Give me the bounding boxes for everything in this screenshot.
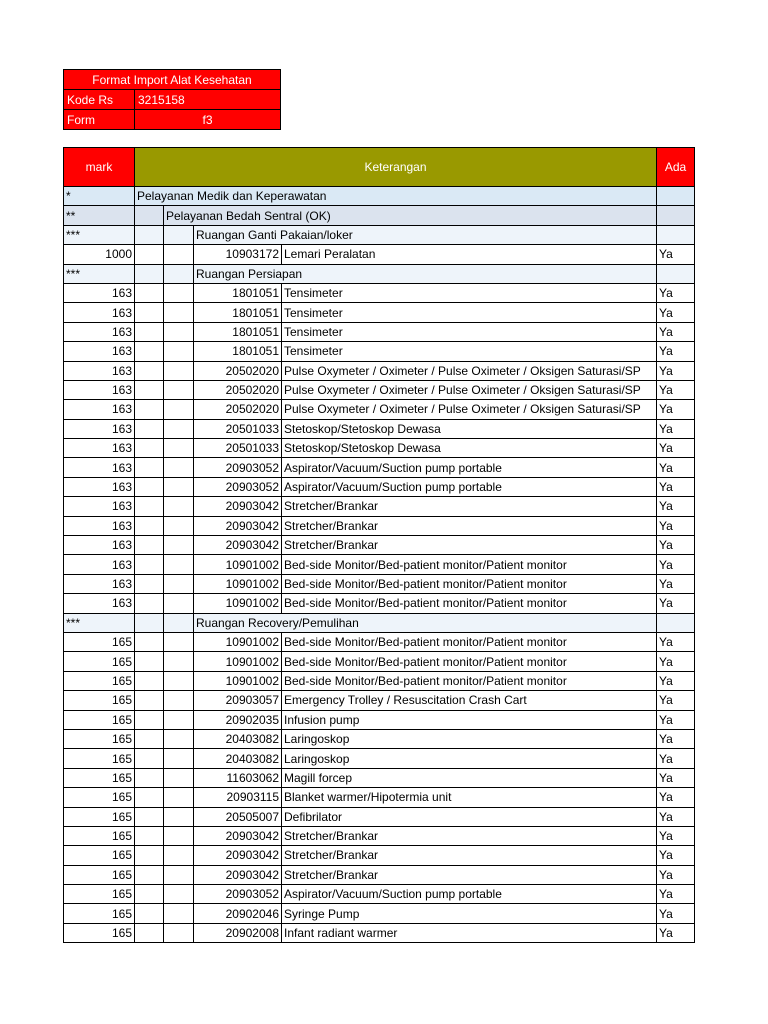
item-name-cell[interactable]: Tensimeter xyxy=(282,342,657,361)
mark-cell[interactable]: 165 xyxy=(64,749,135,768)
indent-cell[interactable] xyxy=(135,904,164,923)
import-header-block xyxy=(63,69,281,130)
item-code-cell[interactable]: 20903057 xyxy=(194,691,282,710)
indent-cell[interactable] xyxy=(135,458,164,477)
ada-cell[interactable] xyxy=(657,187,695,206)
item-name-cell[interactable]: Stetoskop/Stetoskop Dewasa xyxy=(282,419,657,438)
table-row[interactable] xyxy=(64,400,695,419)
item-name-cell[interactable]: Pulse Oxymeter / Oximeter / Pulse Oximeter / Oksigen Saturasi/SP xyxy=(282,361,657,380)
item-name-cell[interactable]: Infusion pump xyxy=(282,710,657,729)
mark-cell[interactable]: 163 xyxy=(64,574,135,593)
ada-cell[interactable]: Ya xyxy=(657,361,695,380)
subcategory-cell[interactable]: Pelayanan Bedah Sentral (OK) xyxy=(164,206,657,225)
indent-cell[interactable] xyxy=(135,594,164,613)
item-code-cell[interactable]: 20903042 xyxy=(194,865,282,884)
mark-cell[interactable]: 163 xyxy=(64,516,135,535)
mark-cell[interactable]: 163 xyxy=(64,303,135,322)
indent-cell[interactable] xyxy=(164,225,194,244)
indent-cell[interactable] xyxy=(164,652,194,671)
indent-cell[interactable] xyxy=(135,749,164,768)
item-code-cell[interactable]: 20505007 xyxy=(194,807,282,826)
item-code-cell[interactable]: 10901002 xyxy=(194,652,282,671)
indent-cell[interactable] xyxy=(135,283,164,302)
indent-cell[interactable] xyxy=(135,497,164,516)
indent-cell[interactable] xyxy=(164,283,194,302)
item-name-cell[interactable]: Syringe Pump xyxy=(282,904,657,923)
kode-rs-value[interactable]: 3215158 xyxy=(135,90,281,110)
mark-cell[interactable]: 165 xyxy=(64,788,135,807)
ada-cell[interactable]: Ya xyxy=(657,923,695,942)
ada-cell[interactable]: Ya xyxy=(657,632,695,651)
mark-cell[interactable]: 165 xyxy=(64,632,135,651)
item-name-cell[interactable]: Tensimeter xyxy=(282,303,657,322)
table-row[interactable] xyxy=(64,594,695,613)
header-title: Format Import Alat Kesehatan xyxy=(64,70,281,90)
ada-cell[interactable]: Ya xyxy=(657,245,695,264)
ada-cell[interactable]: Ya xyxy=(657,885,695,904)
indent-cell[interactable] xyxy=(135,574,164,593)
mark-cell[interactable]: 163 xyxy=(64,283,135,302)
item-name-cell[interactable]: Stretcher/Brankar xyxy=(282,826,657,845)
indent-cell[interactable] xyxy=(164,846,194,865)
item-code-cell[interactable]: 1801051 xyxy=(194,342,282,361)
indent-cell[interactable] xyxy=(164,826,194,845)
table-row[interactable] xyxy=(64,904,695,923)
item-name-cell[interactable]: Bed-side Monitor/Bed-patient monitor/Patient monitor xyxy=(282,594,657,613)
table-row[interactable] xyxy=(64,303,695,322)
indent-cell[interactable] xyxy=(135,885,164,904)
ada-cell[interactable]: Ya xyxy=(657,846,695,865)
indent-cell[interactable] xyxy=(164,904,194,923)
indent-cell[interactable] xyxy=(135,788,164,807)
indent-cell[interactable] xyxy=(135,671,164,690)
item-code-cell[interactable]: 20502020 xyxy=(194,380,282,399)
item-name-cell[interactable]: Lemari Peralatan xyxy=(282,245,657,264)
mark-cell[interactable]: 165 xyxy=(64,865,135,884)
mark-cell[interactable]: 165 xyxy=(64,768,135,787)
mark-cell[interactable]: 165 xyxy=(64,729,135,748)
form-value[interactable]: f3 xyxy=(135,110,281,130)
table-row[interactable] xyxy=(64,439,695,458)
table-row[interactable] xyxy=(64,826,695,845)
column-header-mark[interactable]: mark xyxy=(64,148,135,187)
item-code-cell[interactable]: 1801051 xyxy=(194,322,282,341)
mark-cell[interactable]: 163 xyxy=(64,555,135,574)
indent-cell[interactable] xyxy=(164,594,194,613)
ada-cell[interactable]: Ya xyxy=(657,904,695,923)
item-name-cell[interactable]: Aspirator/Vacuum/Suction pump portable xyxy=(282,458,657,477)
ada-cell[interactable]: Ya xyxy=(657,497,695,516)
ada-cell[interactable]: Ya xyxy=(657,749,695,768)
item-code-cell[interactable]: 1801051 xyxy=(194,303,282,322)
table-row[interactable] xyxy=(64,477,695,496)
item-code-cell[interactable]: 11603062 xyxy=(194,768,282,787)
ada-cell[interactable]: Ya xyxy=(657,419,695,438)
mark-cell[interactable]: *** xyxy=(64,225,135,244)
indent-cell[interactable] xyxy=(164,516,194,535)
ada-cell[interactable]: Ya xyxy=(657,342,695,361)
ada-cell[interactable]: Ya xyxy=(657,710,695,729)
table-row[interactable] xyxy=(64,264,695,283)
ada-cell[interactable] xyxy=(657,206,695,225)
item-code-cell[interactable]: 20502020 xyxy=(194,361,282,380)
indent-cell[interactable] xyxy=(164,245,194,264)
indent-cell[interactable] xyxy=(135,380,164,399)
indent-cell[interactable] xyxy=(135,516,164,535)
mark-cell[interactable]: 163 xyxy=(64,477,135,496)
mark-cell[interactable]: 165 xyxy=(64,710,135,729)
table-row[interactable] xyxy=(64,283,695,302)
indent-cell[interactable] xyxy=(164,632,194,651)
table-row[interactable] xyxy=(64,458,695,477)
indent-cell[interactable] xyxy=(164,885,194,904)
item-code-cell[interactable]: 10901002 xyxy=(194,555,282,574)
table-row[interactable] xyxy=(64,788,695,807)
item-name-cell[interactable]: Defibrilator xyxy=(282,807,657,826)
indent-cell[interactable] xyxy=(135,710,164,729)
indent-cell[interactable] xyxy=(135,400,164,419)
ada-cell[interactable] xyxy=(657,225,695,244)
ada-cell[interactable]: Ya xyxy=(657,671,695,690)
indent-cell[interactable] xyxy=(135,729,164,748)
indent-cell[interactable] xyxy=(164,555,194,574)
equipment-table xyxy=(63,147,695,943)
indent-cell[interactable] xyxy=(164,865,194,884)
indent-cell[interactable] xyxy=(164,322,194,341)
indent-cell[interactable] xyxy=(135,536,164,555)
item-code-cell[interactable]: 20902046 xyxy=(194,904,282,923)
table-row[interactable] xyxy=(64,380,695,399)
item-code-cell[interactable]: 20903115 xyxy=(194,788,282,807)
table-row[interactable] xyxy=(64,516,695,535)
table-row[interactable] xyxy=(64,225,695,244)
table-row[interactable] xyxy=(64,865,695,884)
item-name-cell[interactable]: Pulse Oxymeter / Oximeter / Pulse Oximeter / Oksigen Saturasi/SP xyxy=(282,380,657,399)
table-row[interactable] xyxy=(64,555,695,574)
ada-cell[interactable] xyxy=(657,264,695,283)
indent-cell[interactable] xyxy=(135,865,164,884)
table-header-row xyxy=(64,148,695,187)
item-name-cell[interactable]: Stretcher/Brankar xyxy=(282,846,657,865)
mark-cell[interactable]: 163 xyxy=(64,400,135,419)
mark-cell[interactable]: 1000 xyxy=(64,245,135,264)
item-name-cell[interactable]: Stretcher/Brankar xyxy=(282,497,657,516)
item-code-cell[interactable]: 20903042 xyxy=(194,846,282,865)
item-name-cell[interactable]: Emergency Trolley / Resuscitation Crash Cart xyxy=(282,691,657,710)
item-code-cell[interactable]: 20903042 xyxy=(194,826,282,845)
indent-cell[interactable] xyxy=(164,574,194,593)
item-name-cell[interactable]: Bed-side Monitor/Bed-patient monitor/Patient monitor xyxy=(282,574,657,593)
item-name-cell[interactable]: Bed-side Monitor/Bed-patient monitor/Patient monitor xyxy=(282,652,657,671)
item-name-cell[interactable]: Aspirator/Vacuum/Suction pump portable xyxy=(282,885,657,904)
ada-cell[interactable]: Ya xyxy=(657,283,695,302)
mark-cell[interactable]: 165 xyxy=(64,807,135,826)
indent-cell[interactable] xyxy=(135,225,164,244)
table-row[interactable] xyxy=(64,710,695,729)
indent-cell[interactable] xyxy=(135,555,164,574)
table-row[interactable] xyxy=(64,691,695,710)
ada-cell[interactable]: Ya xyxy=(657,865,695,884)
indent-cell[interactable] xyxy=(164,807,194,826)
ada-cell[interactable]: Ya xyxy=(657,788,695,807)
item-name-cell[interactable]: Tensimeter xyxy=(282,283,657,302)
item-name-cell[interactable]: Aspirator/Vacuum/Suction pump portable xyxy=(282,477,657,496)
mark-cell[interactable]: 165 xyxy=(64,671,135,690)
indent-cell[interactable] xyxy=(135,826,164,845)
table-row[interactable] xyxy=(64,632,695,651)
table-row[interactable] xyxy=(64,671,695,690)
mark-cell[interactable]: 165 xyxy=(64,826,135,845)
kode-rs-label: Kode Rs xyxy=(64,90,135,110)
item-name-cell[interactable]: Infant radiant warmer xyxy=(282,923,657,942)
mark-cell[interactable]: 163 xyxy=(64,322,135,341)
item-name-cell[interactable]: Blanket warmer/Hipotermia unit xyxy=(282,788,657,807)
indent-cell[interactable] xyxy=(164,477,194,496)
indent-cell[interactable] xyxy=(164,749,194,768)
indent-cell[interactable] xyxy=(164,923,194,942)
indent-cell[interactable] xyxy=(135,691,164,710)
table-row[interactable] xyxy=(64,885,695,904)
indent-cell[interactable] xyxy=(164,400,194,419)
mark-cell[interactable]: 163 xyxy=(64,497,135,516)
form-label: Form xyxy=(64,110,135,130)
item-code-cell[interactable]: 20903042 xyxy=(194,516,282,535)
indent-cell[interactable] xyxy=(135,477,164,496)
item-name-cell[interactable]: Tensimeter xyxy=(282,322,657,341)
item-code-cell[interactable]: 10903172 xyxy=(194,245,282,264)
indent-cell[interactable] xyxy=(164,768,194,787)
mark-cell[interactable]: 165 xyxy=(64,885,135,904)
mark-cell[interactable]: 163 xyxy=(64,594,135,613)
table-row[interactable] xyxy=(64,923,695,942)
ada-cell[interactable]: Ya xyxy=(657,380,695,399)
item-code-cell[interactable]: 20903042 xyxy=(194,536,282,555)
ada-cell[interactable]: Ya xyxy=(657,439,695,458)
indent-cell[interactable] xyxy=(135,361,164,380)
item-code-cell[interactable]: 20502020 xyxy=(194,400,282,419)
indent-cell[interactable] xyxy=(135,768,164,787)
ada-cell[interactable]: Ya xyxy=(657,477,695,496)
indent-cell[interactable] xyxy=(164,613,194,632)
indent-cell[interactable] xyxy=(135,652,164,671)
ada-cell[interactable] xyxy=(657,613,695,632)
ada-cell[interactable]: Ya xyxy=(657,691,695,710)
indent-cell[interactable] xyxy=(164,788,194,807)
ada-cell[interactable]: Ya xyxy=(657,768,695,787)
table-row[interactable] xyxy=(64,807,695,826)
column-header-keterangan[interactable]: Keterangan xyxy=(135,148,657,187)
item-code-cell[interactable]: 20903052 xyxy=(194,477,282,496)
category-cell[interactable]: Pelayanan Medik dan Keperawatan xyxy=(135,187,657,206)
item-name-cell[interactable]: Laringoskop xyxy=(282,729,657,748)
indent-cell[interactable] xyxy=(135,264,164,283)
item-name-cell[interactable]: Bed-side Monitor/Bed-patient monitor/Patient monitor xyxy=(282,671,657,690)
table-row[interactable] xyxy=(64,342,695,361)
table-row[interactable] xyxy=(64,749,695,768)
mark-cell[interactable]: 165 xyxy=(64,846,135,865)
mark-cell[interactable]: 163 xyxy=(64,361,135,380)
table-row[interactable] xyxy=(64,419,695,438)
table-row[interactable] xyxy=(64,322,695,341)
indent-cell[interactable] xyxy=(164,380,194,399)
item-code-cell[interactable]: 20902008 xyxy=(194,923,282,942)
ada-cell[interactable]: Ya xyxy=(657,322,695,341)
table-row[interactable] xyxy=(64,497,695,516)
table-row[interactable] xyxy=(64,574,695,593)
mark-cell[interactable]: 165 xyxy=(64,691,135,710)
item-code-cell[interactable]: 20903052 xyxy=(194,458,282,477)
table-row[interactable] xyxy=(64,187,695,206)
ada-cell[interactable]: Ya xyxy=(657,303,695,322)
item-code-cell[interactable]: 20403082 xyxy=(194,729,282,748)
item-code-cell[interactable]: 20903052 xyxy=(194,885,282,904)
column-header-ada[interactable]: Ada xyxy=(657,148,695,187)
room-cell[interactable]: Ruangan Persiapan xyxy=(194,264,657,283)
ada-cell[interactable]: Ya xyxy=(657,536,695,555)
indent-cell[interactable] xyxy=(164,419,194,438)
indent-cell[interactable] xyxy=(135,322,164,341)
indent-cell[interactable] xyxy=(135,439,164,458)
indent-cell[interactable] xyxy=(164,439,194,458)
mark-cell[interactable]: 165 xyxy=(64,904,135,923)
ada-cell[interactable]: Ya xyxy=(657,729,695,748)
ada-cell[interactable]: Ya xyxy=(657,826,695,845)
mark-cell[interactable]: 163 xyxy=(64,536,135,555)
ada-cell[interactable]: Ya xyxy=(657,516,695,535)
indent-cell[interactable] xyxy=(164,691,194,710)
indent-cell[interactable] xyxy=(135,632,164,651)
mark-cell[interactable]: 165 xyxy=(64,652,135,671)
item-name-cell[interactable]: Stretcher/Brankar xyxy=(282,865,657,884)
item-code-cell[interactable]: 10901002 xyxy=(194,632,282,651)
table-row[interactable] xyxy=(64,613,695,632)
table-row[interactable] xyxy=(64,768,695,787)
item-name-cell[interactable]: Stretcher/Brankar xyxy=(282,536,657,555)
item-code-cell[interactable]: 20403082 xyxy=(194,749,282,768)
item-code-cell[interactable]: 10901002 xyxy=(194,594,282,613)
indent-cell[interactable] xyxy=(135,923,164,942)
table-row[interactable] xyxy=(64,536,695,555)
mark-cell[interactable]: 163 xyxy=(64,458,135,477)
indent-cell[interactable] xyxy=(135,419,164,438)
indent-cell[interactable] xyxy=(164,729,194,748)
indent-cell[interactable] xyxy=(164,264,194,283)
mark-cell[interactable]: * xyxy=(64,187,135,206)
ada-cell[interactable]: Ya xyxy=(657,574,695,593)
indent-cell[interactable] xyxy=(164,497,194,516)
item-name-cell[interactable]: Bed-side Monitor/Bed-patient monitor/Patient monitor xyxy=(282,555,657,574)
ada-cell[interactable]: Ya xyxy=(657,555,695,574)
item-name-cell[interactable]: Magill forcep xyxy=(282,768,657,787)
indent-cell[interactable] xyxy=(135,245,164,264)
item-code-cell[interactable]: 20902035 xyxy=(194,710,282,729)
indent-cell[interactable] xyxy=(164,671,194,690)
indent-cell[interactable] xyxy=(135,342,164,361)
table-row[interactable] xyxy=(64,361,695,380)
indent-cell[interactable] xyxy=(164,458,194,477)
table-row[interactable] xyxy=(64,652,695,671)
item-code-cell[interactable]: 10901002 xyxy=(194,574,282,593)
room-cell[interactable]: Ruangan Recovery/Pemulihan xyxy=(194,613,657,632)
mark-cell[interactable]: 163 xyxy=(64,419,135,438)
item-name-cell[interactable]: Pulse Oxymeter / Oximeter / Pulse Oximeter / Oksigen Saturasi/SP xyxy=(282,400,657,419)
item-name-cell[interactable]: Bed-side Monitor/Bed-patient monitor/Patient monitor xyxy=(282,632,657,651)
table-row[interactable] xyxy=(64,729,695,748)
table-row[interactable] xyxy=(64,206,695,225)
room-cell[interactable]: Ruangan Ganti Pakaian/loker xyxy=(194,225,657,244)
ada-cell[interactable]: Ya xyxy=(657,400,695,419)
indent-cell[interactable] xyxy=(164,342,194,361)
indent-cell[interactable] xyxy=(135,303,164,322)
indent-cell[interactable] xyxy=(135,807,164,826)
item-code-cell[interactable]: 1801051 xyxy=(194,283,282,302)
mark-cell[interactable]: 163 xyxy=(64,439,135,458)
indent-cell[interactable] xyxy=(164,710,194,729)
indent-cell[interactable] xyxy=(164,361,194,380)
indent-cell[interactable] xyxy=(135,846,164,865)
item-code-cell[interactable]: 10901002 xyxy=(194,671,282,690)
item-code-cell[interactable]: 20501033 xyxy=(194,419,282,438)
ada-cell[interactable]: Ya xyxy=(657,807,695,826)
mark-cell[interactable]: 163 xyxy=(64,380,135,399)
item-code-cell[interactable]: 20903042 xyxy=(194,497,282,516)
mark-cell[interactable]: *** xyxy=(64,613,135,632)
table-row[interactable] xyxy=(64,846,695,865)
mark-cell[interactable]: 165 xyxy=(64,923,135,942)
ada-cell[interactable]: Ya xyxy=(657,458,695,477)
indent-cell[interactable] xyxy=(164,536,194,555)
ada-cell[interactable]: Ya xyxy=(657,652,695,671)
indent-cell[interactable] xyxy=(135,206,164,225)
mark-cell[interactable]: *** xyxy=(64,264,135,283)
mark-cell[interactable]: 163 xyxy=(64,342,135,361)
item-name-cell[interactable]: Laringoskop xyxy=(282,749,657,768)
mark-cell[interactable]: ** xyxy=(64,206,135,225)
ada-cell[interactable]: Ya xyxy=(657,594,695,613)
table-row[interactable] xyxy=(64,245,695,264)
indent-cell[interactable] xyxy=(164,303,194,322)
item-name-cell[interactable]: Stretcher/Brankar xyxy=(282,516,657,535)
indent-cell[interactable] xyxy=(135,613,164,632)
item-code-cell[interactable]: 20501033 xyxy=(194,439,282,458)
item-name-cell[interactable]: Stetoskop/Stetoskop Dewasa xyxy=(282,439,657,458)
